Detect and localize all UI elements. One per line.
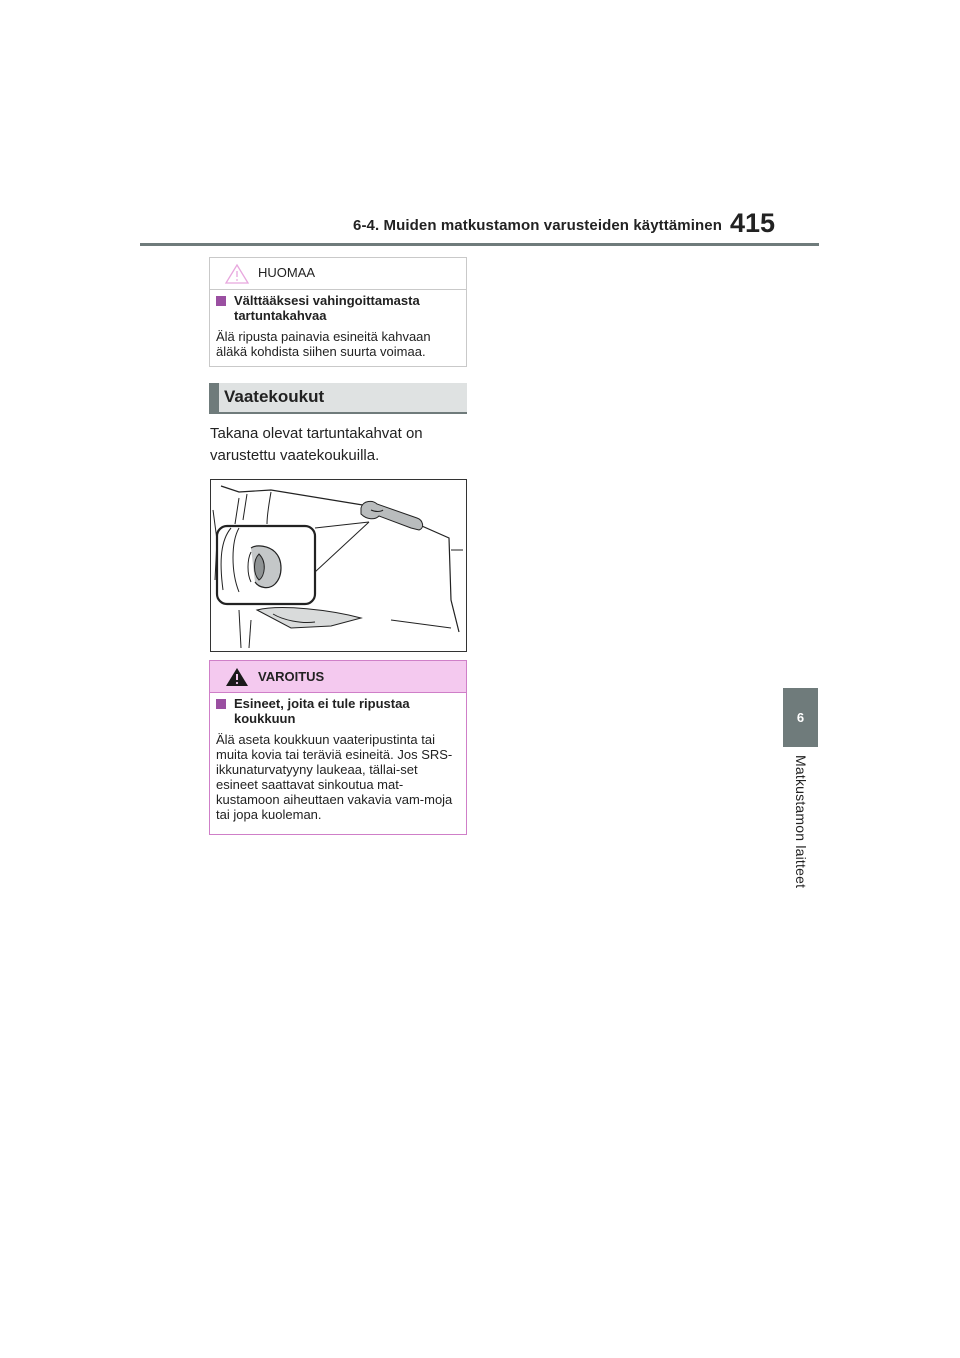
notice-label: HUOMAA: [258, 265, 316, 280]
chapter-tab[interactable]: [783, 688, 818, 747]
chapter-label: Matkustamon laitteet: [793, 755, 809, 889]
section-paragraph: Takana olevat tartuntakahvat on varustettu vaatekoukuilla.: [210, 425, 423, 464]
bullet-square-icon: [216, 296, 226, 306]
bullet-square-icon: [216, 699, 226, 709]
caution-triangle-outline-icon: [224, 263, 250, 285]
page-number: 415: [730, 208, 776, 238]
header-divider: [140, 243, 819, 246]
section-title: 6-4. Muiden matkustamon varusteiden käyttäminen: [353, 217, 722, 234]
notice-heading-text: Välttääksesi vahingoittamasta tartuntakahvaa: [234, 293, 420, 323]
chapter-number: 6: [796, 710, 805, 725]
warning-triangle-icon: [224, 666, 250, 688]
coat-hook-illustration: [211, 480, 466, 651]
warning-header: [210, 661, 466, 693]
warning-heading: [216, 696, 460, 726]
notice-heading: [216, 293, 460, 323]
notice-header: [210, 258, 466, 290]
warning-heading-text: Esineet, joita ei tule ripustaa koukkuun: [234, 696, 410, 726]
section-title-text: Vaatekoukut: [224, 387, 325, 406]
warning-label: VAROITUS: [258, 669, 325, 684]
notice-box: [209, 257, 467, 367]
coat-hook-figure: [210, 479, 467, 652]
section-heading: [209, 383, 467, 414]
warning-box: [209, 660, 467, 835]
section-accent-bar: [209, 383, 219, 412]
warning-body: Älä aseta koukkuun vaateripustinta tai muita kovia tai teräviä esineitä. Jos SRS-ikkunaturvatyyny laukeaa, tällai-set esineet saattavat sinkoutua mat-kustamoon aiheuttaen vakavia vam-moja tai jopa kuoleman.: [216, 732, 453, 822]
notice-body: Älä ripusta painavia esineitä kahvaan äläkä kohdista siihen suurta voimaa.: [216, 329, 431, 359]
